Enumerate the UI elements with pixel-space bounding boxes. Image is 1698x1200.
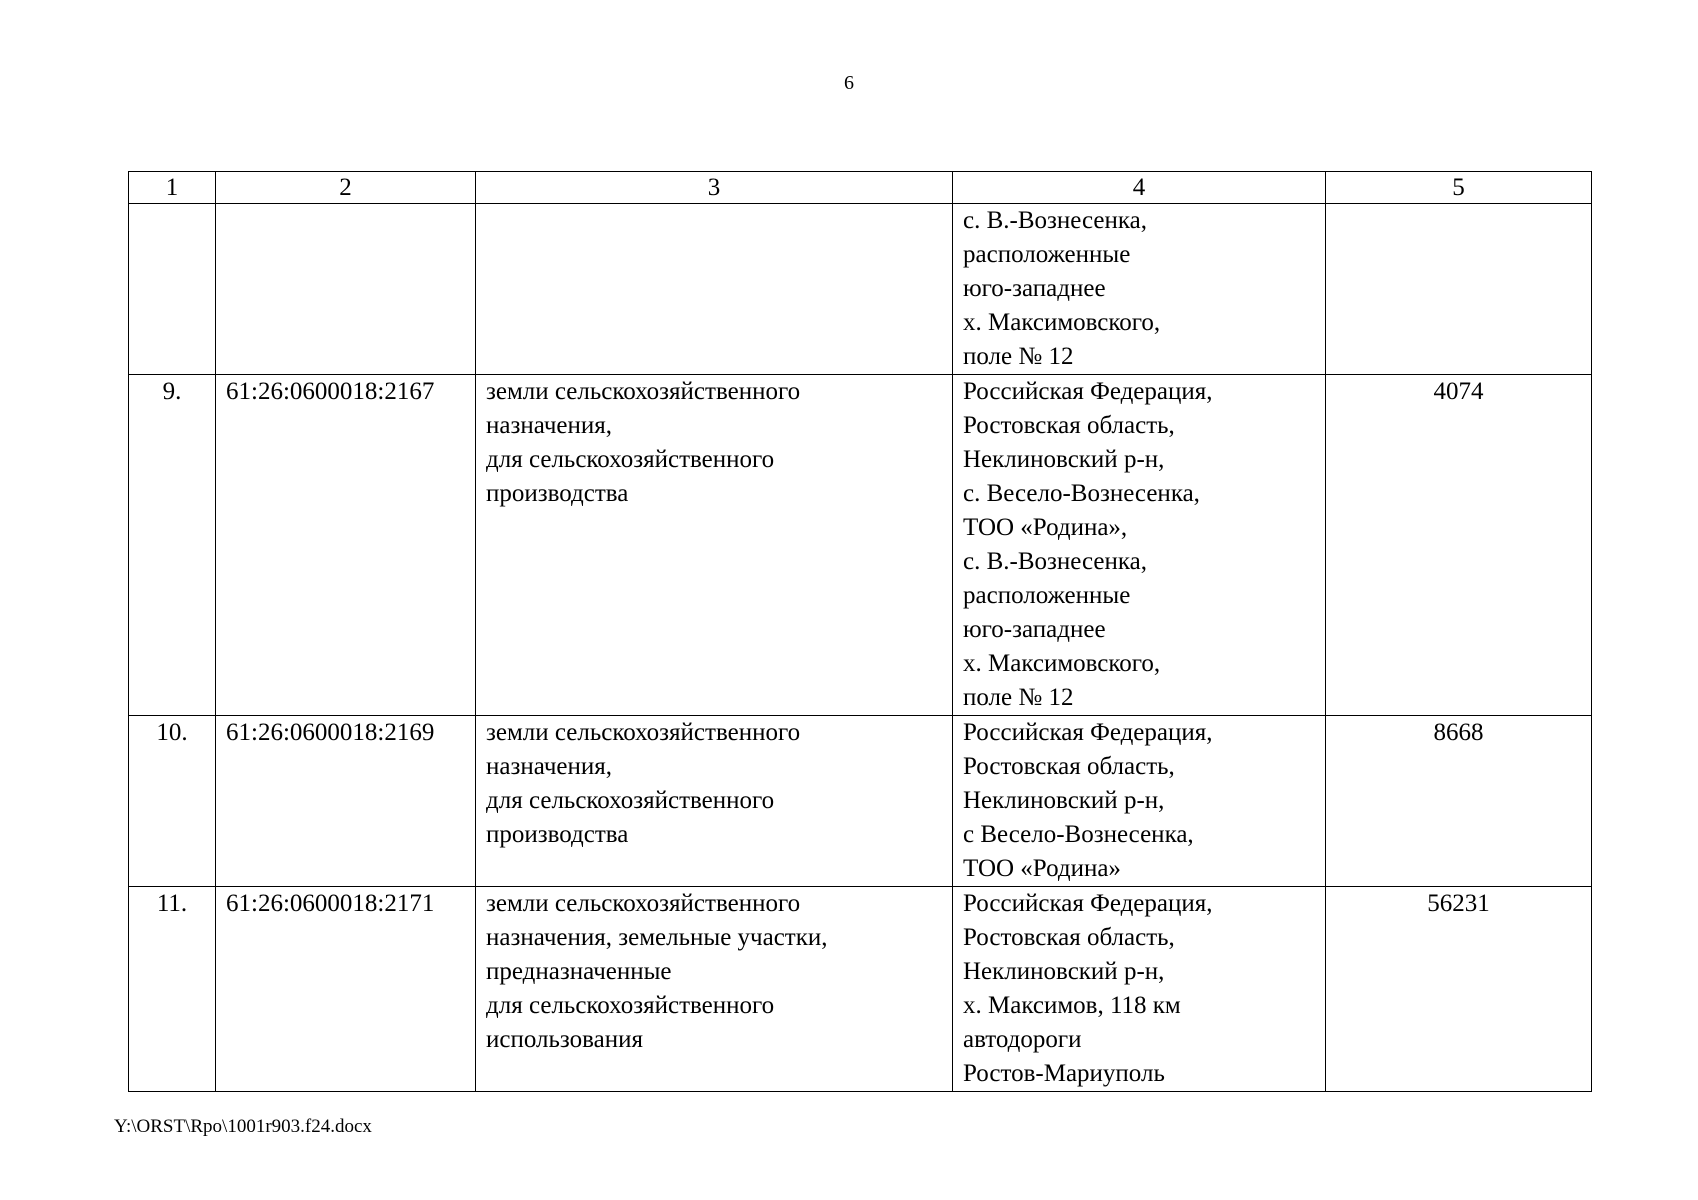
plot-area: 56231 — [1326, 887, 1592, 1092]
plot-area: 8668 — [1326, 716, 1592, 887]
table-header-row — [129, 172, 1592, 204]
table-row — [129, 716, 1592, 887]
page-number: 6 — [844, 72, 854, 94]
row-number: 11. — [129, 887, 216, 1092]
table-row — [129, 375, 1592, 716]
land-category — [476, 204, 953, 375]
land-plots-table — [128, 171, 1592, 1092]
land-category: земли сельскохозяйственного назначения, для сельскохозяйственного производства — [476, 375, 953, 716]
column-header: 2 — [216, 172, 476, 204]
table-row — [129, 887, 1592, 1092]
footer-file-path: Y:\ORST\Rpo\1001r903.f24.docx — [114, 1116, 372, 1137]
cadastral-number: 61:26:0600018:2171 — [216, 887, 476, 1092]
row-number: 10. — [129, 716, 216, 887]
column-header: 4 — [953, 172, 1326, 204]
cadastral-number: 61:26:0600018:2169 — [216, 716, 476, 887]
cadastral-number: 61:26:0600018:2167 — [216, 375, 476, 716]
column-header: 5 — [1326, 172, 1592, 204]
location-address: с. В.-Вознесенка, расположенные юго-западнее х. Максимовского, поле № 12 — [953, 204, 1326, 375]
plot-area — [1326, 204, 1592, 375]
plot-area: 4074 — [1326, 375, 1592, 716]
location-address: Российская Федерация, Ростовская область, Неклиновский р-н, х. Максимов, 118 км автодороги Ростов-Мариуполь — [953, 887, 1326, 1092]
location-address: Российская Федерация, Ростовская область, Неклиновский р-н, с. Весело-Вознесенка, ТОО «Родина», с. В.-Вознесенка, расположенные юго-западнее х. Максимовского, поле № 12 — [953, 375, 1326, 716]
cadastral-number — [216, 204, 476, 375]
land-category: земли сельскохозяйственного назначения, для сельскохозяйственного производства — [476, 716, 953, 887]
column-header: 1 — [129, 172, 216, 204]
land-category: земли сельскохозяйственного назначения, земельные участки, предназначенные для сельскохозяйственного использования — [476, 887, 953, 1092]
column-header: 3 — [476, 172, 953, 204]
table-row — [129, 204, 1592, 375]
row-number — [129, 204, 216, 375]
row-number: 9. — [129, 375, 216, 716]
location-address: Российская Федерация, Ростовская область, Неклиновский р-н, с Весело-Вознесенка, ТОО «Родина» — [953, 716, 1326, 887]
